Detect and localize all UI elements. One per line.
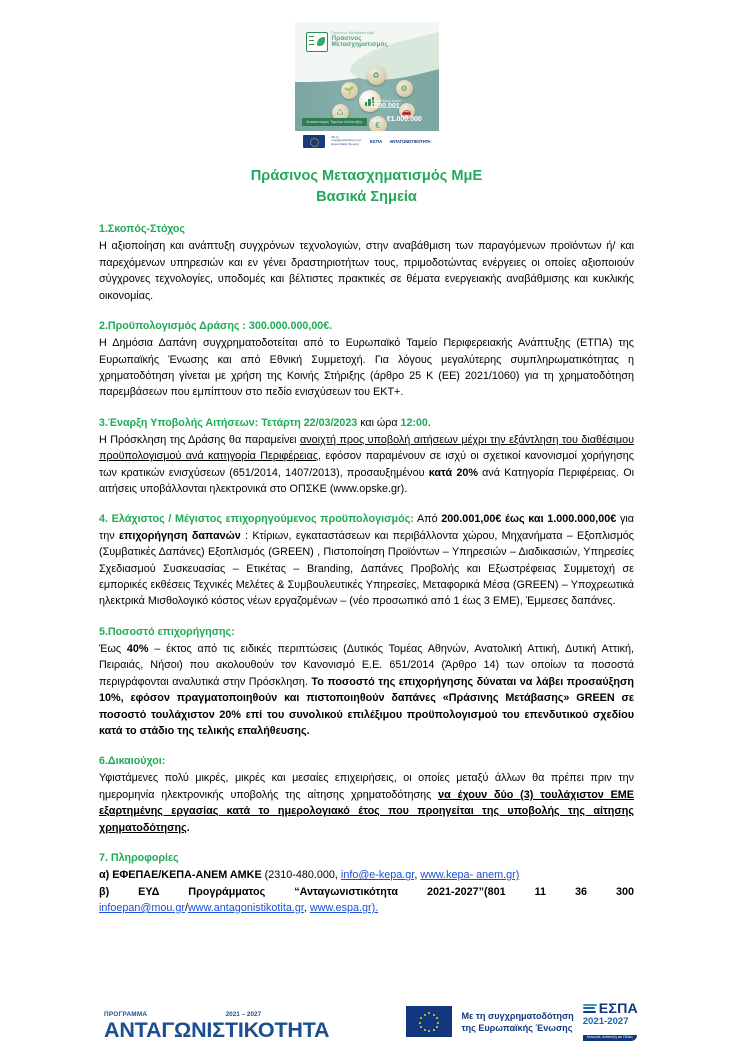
banner-price-badge	[371, 99, 433, 129]
hero-image-container	[99, 0, 634, 151]
section-3-body-post: ανά Κατηγορία Περιφέρειας. Οι αιτήσεις υποβάλλονται ηλεκτρονικά στο ΟΠΣΚΕ (www.opske.gr).	[99, 466, 634, 496]
programme-banner-image	[295, 22, 439, 151]
section-submission-start	[99, 415, 634, 498]
section-6-heading: 6.Δικαιούχοι:	[99, 755, 166, 768]
section-7-heading: 7. Πληροφορίες	[99, 852, 179, 865]
page-title-line-1: Πράσινος Μετασχηματισμός ΜμΕ	[250, 168, 483, 184]
section-4-body	[99, 511, 634, 609]
banner-logo	[306, 32, 388, 52]
recycle-box-icon	[306, 32, 328, 52]
coin-icon-recycle: ♺	[332, 104, 349, 121]
section-4-body-mid: για την	[99, 513, 634, 542]
contact-a-phone: (2310-480.000,	[261, 869, 341, 882]
eu-flag-icon-small	[303, 135, 325, 148]
espa-logo-years: 2021-2027	[582, 1015, 629, 1027]
section-information	[99, 850, 634, 916]
section-3-body-pre: Η Πρόσκληση της Δράσης θα παραμείνει	[99, 433, 301, 446]
section-5-body-mid: – έκτος από τις ειδικές περιπτώσεις (Δυτικός Τομέας Αθηνών, Ανατολική Αττική, Δυτική Αττική, Πειραιάς, Νήσοι) που ακολουθούν τον Κανονισμό Ε.Ε. 651/2014 (Άρθρο 14) των οποίων τα ποσοστά περιγράφονται αναλυτικά στην Πρόσκληση.	[99, 642, 634, 688]
contact-b-org: β) ΕΥΔ Προγράμματος “Ανταγωνιστικότητα 2021-2027”(801 11 36 300	[99, 885, 634, 898]
section-1-heading: 1.Σκοπός-Στόχος	[99, 223, 185, 236]
banner-logo-line1: Πράσινος	[331, 34, 362, 42]
section-budget	[99, 318, 634, 401]
eu-flag-icon	[406, 1006, 452, 1037]
price-badge-caption: Για επιλέξιμο ποσό	[370, 99, 401, 104]
coin-icon-factory: ⚙	[396, 80, 413, 97]
banner-eu-text: Με τη συγχρηματοδότηση της Ευρωπαϊκής Ένωσης	[331, 134, 362, 146]
footer-programme-label: ΠΡΟΓΡΑΜΜΑ	[104, 1011, 148, 1019]
section-4-body-pre: Από	[413, 513, 442, 526]
contact-a-separator: ,	[414, 869, 421, 882]
section-4-body-post: : Κτίριων, εγκαταστάσεων και περιβάλλοντα χώρου, Μηχανήματα – Εξοπλισμός (Συμβατικές Δαπάνες) Εξοπλισμός (GREEN) , Πιστοποίηση Προϊόντων – Υπηρεσιών – Διαδικασιών, Υπηρεσίες Σχεδιασμού Συσκευασίας – Ετικέτας – Branding, Δαπάνες Προβολής και Εξωστρέφειας Συμμετοχή σε εμπορικές εκθέσεις Τεχνικές Μελέτες & Συμβουλευτικές Υπηρεσίες, Μεταφορικά Μέσα (GREEN) – Υποχρεωτικά ηλεκτρικά Μισθολογικό κόστος νέων εργαζομένων – (νέο προσωπικό από 1 έως 3 ΕΜΕ), Έμμεσες δαπάνες.	[99, 529, 634, 608]
contact-b-separator: ,	[303, 901, 310, 914]
section-5-rate: 40%	[126, 642, 149, 655]
section-3-body-underlined: ανοιχτή προς υποβολή αιτήσεων μέχρι την εξάντληση του διαθέσιμου προϋπολογισμού ανά κατηγορία Περιφέρειας	[99, 433, 634, 463]
footer-eu-text-line-1: Με τη συγχρηματοδότηση	[461, 1010, 574, 1021]
banner-espa-logo: ΕΣΠΑ	[369, 138, 383, 144]
section-3-body-mid: , εφόσον παραμένουν σε ισχύ οι σχετικοί κανονισμοί χορήγησης των κρατικών ενισχύσεων (651/2014, 1407/2013), προσαυξημένου	[99, 450, 634, 479]
section-scope	[99, 221, 634, 304]
coin-icon-leaf: 🌱	[341, 82, 358, 99]
section-6-body	[99, 770, 634, 836]
espa-logo	[583, 1002, 638, 1043]
espa-logo-subtitle: Κοινωνία, Ανάπτυξη και Πόλεις	[583, 1035, 637, 1040]
page-footer	[0, 993, 733, 1051]
section-4-bold-mid: επιχορήγηση δαπανών	[118, 529, 241, 542]
footer-eu-espa-group	[406, 1002, 638, 1043]
antagonistikotita-logo	[104, 1003, 329, 1042]
footer-eu-text-line-2: της Ευρωπαϊκής Ένωσης	[461, 1022, 573, 1033]
espa-logo-title-text: ΕΣΠΑ	[598, 1000, 638, 1017]
coin-icon-energy: ♻	[367, 66, 386, 85]
price-badge-min: €200.001	[370, 103, 400, 111]
price-badge-max: €1.000.000	[386, 115, 422, 123]
section-4-heading: 4. Ελάχιστος / Μέγιστος επιχορηγούμενος προϋπολογισμός:	[99, 513, 414, 526]
section-7-contact-a	[99, 867, 634, 883]
section-5-body-bold-block: Το ποσοστό της επιχορήγησης δύναται να λάβει προσαύξηση 10%, εφόσον πραγματοποιηθούν και πιστοποιηθούν δαπάνες «Πράσινης Μετάβασης» GREEN σε ποσοστό τουλάχιστον 20% επί του συνολικού επιλέξιμου προϋπολογισμού του επενδυτικού σχεδίου κατά το στάδιο της τελικής επαλήθευσης.	[99, 675, 634, 737]
section-3-heading	[99, 415, 634, 431]
section-6-body-post: .	[186, 821, 190, 834]
section-min-max-budget	[99, 511, 634, 609]
banner-logo-text	[332, 32, 388, 49]
page-title-line-2: Βασικά Σημεία	[316, 188, 417, 205]
coin-icon-euro: €	[369, 116, 387, 134]
section-7-contact-b	[99, 884, 634, 917]
footer-programme-name: ΑΝΤΑΓΩΝΙΣΤΙΚΟΤΗΤΑ	[104, 1017, 330, 1042]
banner-logo-subtitle: Πράσινος Μετάβαση ΜμΕ	[331, 31, 375, 35]
contact-b-website-link-1[interactable]: www.antagonistikotita.gr	[188, 901, 304, 914]
section-5-body-pre: Έως	[99, 642, 127, 655]
section-3-body	[99, 432, 634, 498]
contact-a-website-link[interactable]: www.kepa- anem.gr)	[420, 869, 520, 882]
section-6-body-emphasis: να έχουν δύο (3) τουλάχιστον ΕΜΕ εξαρτημένης εργασίας κατά το ημερολογιακό έτος που προηγείται της υποβολής της αίτησης χρηματοδότησης	[99, 788, 634, 834]
espa-waves-icon	[583, 1004, 597, 1014]
banner-footer-strip	[295, 131, 439, 151]
footer-programme-years: 2021 – 2027	[225, 1011, 262, 1019]
contact-b-website-link-2[interactable]: www.espa.gr).	[309, 901, 379, 914]
section-4-amount-range: 200.001,00€ έως και 1.000.000,00€	[441, 513, 617, 526]
section-3-heading-connector: και ώρα	[357, 416, 401, 429]
section-6-body-pre: Υφιστάμενες πολύ μικρές, μικρές και μεσαίες επιχειρήσεις, οι οποίες μεταξύ άλλων θα πρέπει πριν την ημερομηνία ηλεκτρονικής υποβολής της αίτησης χρηματοδότησης	[99, 772, 634, 801]
section-1-body: Η αξιοποίηση και ανάπτυξη συγχρόνων τεχνολογιών, στην αναβάθμιση των παραγόμενων προϊόντων ή/ και παρεχόμενων υπηρεσιών και εν γένει δραστηριοτήτων τους, πριμοδοτώντας ενέργειες οι οποίες αξιοποιούν σύγχρονες τεχνολογίες, υποδομές και βέλτιστες πρακτικές σε θέματα ενεργειακής αναβάθμισης και κυκλικής οικονομίας.	[99, 240, 634, 302]
section-2-body: Η Δημόσια Δαπάνη συγχρηματοδοτείται από το Ευρωπαϊκό Ταμείο Περιφερειακής Ανάπτυξης (ΕΤΠΑ) της Ευρωπαϊκής Ένωσης και από Εθνική Συμμετοχή. Για λόγους μεγαλύτερης συμπληρωματικότητας η χρηματοδότηση γίνεται με χρήση της Κοινής Στήριξης (άρθρο 25 Κ (ΕΕ) 2021/1060) για τη χρηματοδότηση παρεμβάσεων που εμπίπτουν στο πεδίο ενισχύσεων του ΕΚΤ+.	[99, 337, 634, 399]
section-beneficiaries	[99, 753, 634, 836]
contact-a-org: α) ΕΦΕΠΑΕ/ΚΕΠΑ-ΑΝΕΜ ΑΜΚΕ	[99, 869, 262, 882]
banner-logo-line2: Μετασχηματισμός	[331, 41, 388, 49]
contact-b-slash: /	[185, 901, 188, 914]
page-title	[99, 166, 634, 207]
banner-tag: Ανακαινισμός Ταμείου Ανάπτυξης	[302, 118, 368, 126]
banner-antagonistikotita-logo: ΑΝΤΑΓΩΝΙΣΤΙΚΟΤΗΤΑ	[389, 138, 431, 144]
contact-b-email-link[interactable]: infoepan@mou.gr	[99, 901, 185, 914]
footer-eu-text	[461, 1010, 573, 1034]
eu-stars-icon	[420, 1012, 439, 1031]
section-5-body	[99, 641, 634, 739]
price-badge-separator: έως και	[370, 117, 383, 122]
section-3-heading-time: 12:00.	[400, 416, 431, 429]
section-2-heading: 2.Προϋπολογισμός Δράσης : 300.000.000,00€.	[99, 320, 333, 333]
espa-logo-title	[583, 1002, 638, 1016]
coin-icon-car: 🚗	[399, 103, 415, 119]
contact-a-email-link[interactable]: info@e-kepa.gr	[340, 869, 415, 882]
section-5-heading: 5.Ποσοστό επιχορήγησης:	[99, 625, 235, 638]
section-3-heading-date: 3.Έναρξη Υποβολής Αιτήσεων: Τετάρτη 22/03/2023	[99, 416, 358, 429]
section-3-body-bold: κατά 20%	[428, 466, 478, 479]
section-subsidy-rate	[99, 624, 634, 739]
